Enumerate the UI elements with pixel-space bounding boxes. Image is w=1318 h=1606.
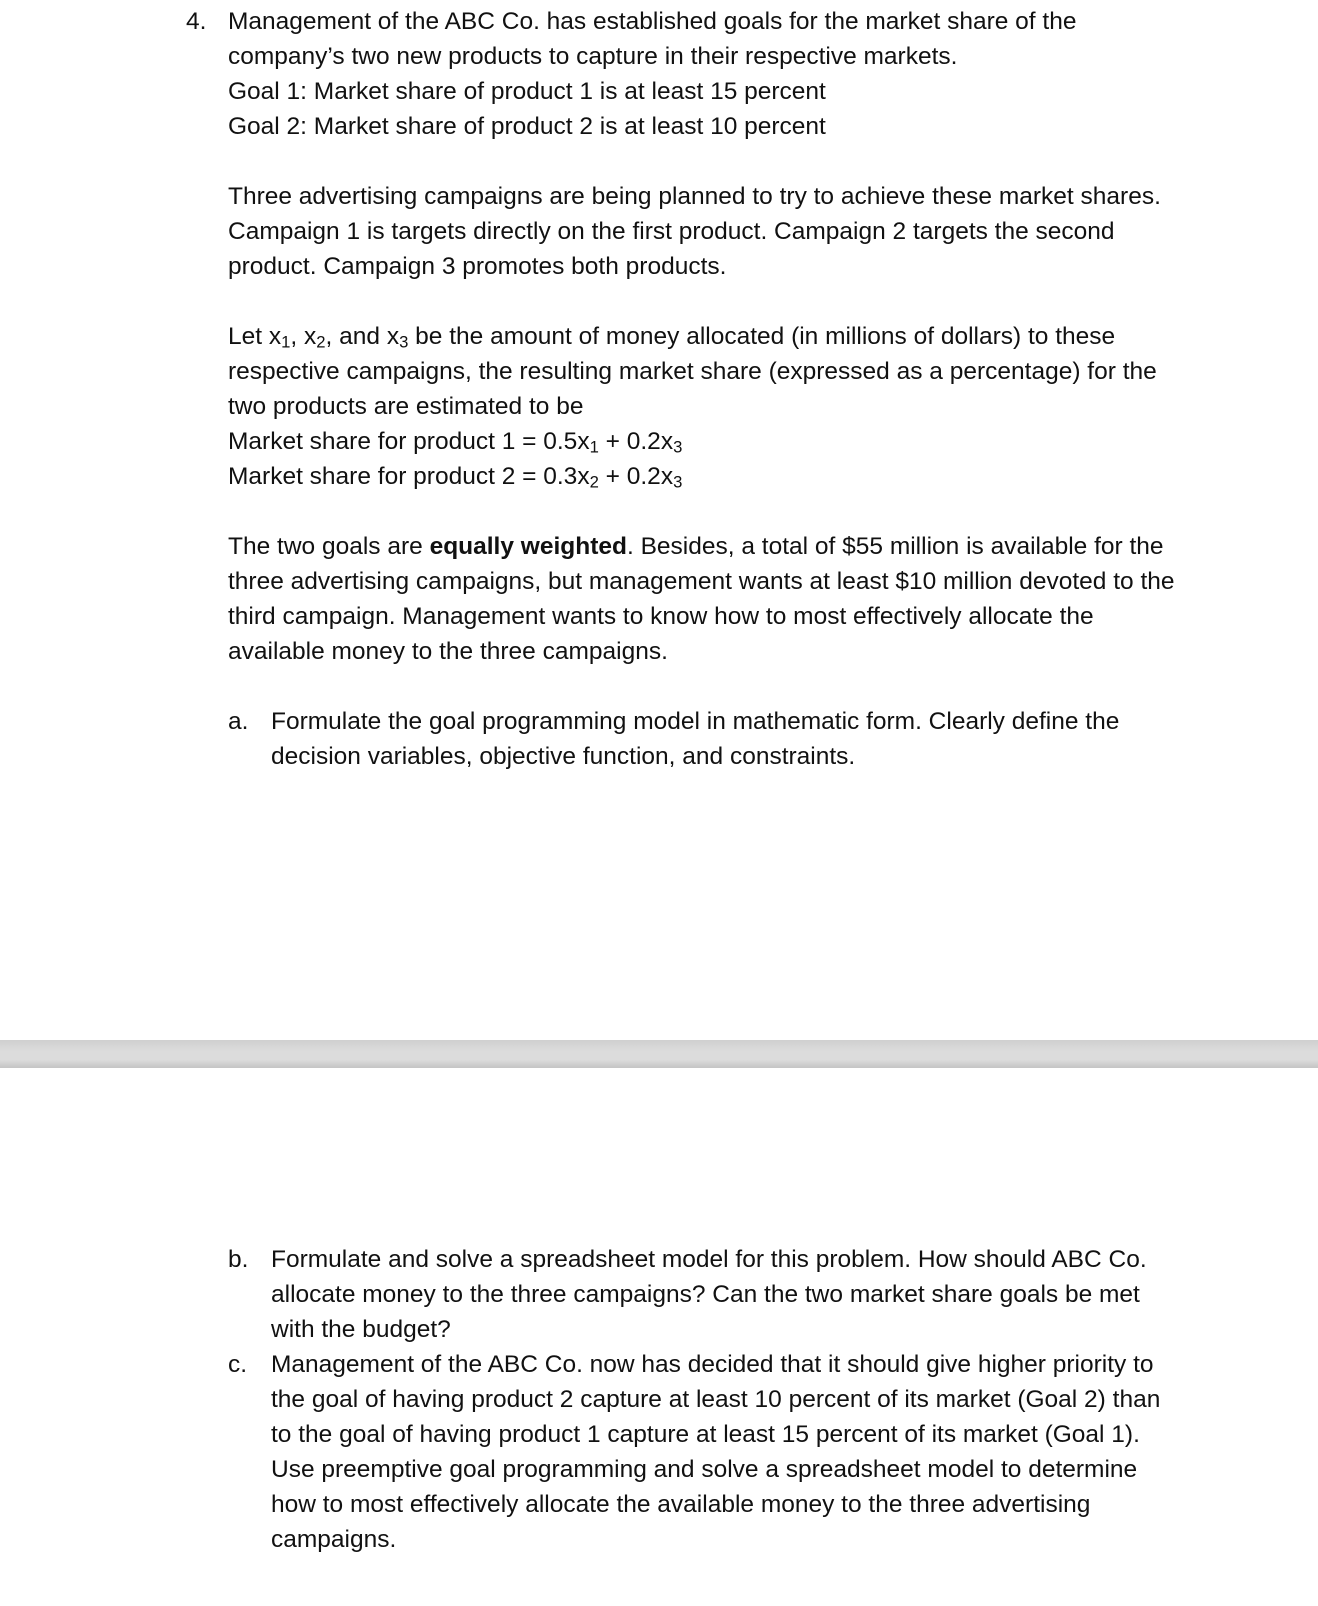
part-c <box>228 1347 1288 1557</box>
part-b-line: Formulate and solve a spreadsheet model for this problem. How should ABC Co. <box>271 1246 1147 1273</box>
part-c-marker: c. <box>228 1351 248 1378</box>
campaigns-line: Campaign 1 is targets directly on the first product. Campaign 2 targets the second <box>228 218 1115 245</box>
part-c-line: how to most effectively allocate the available money to the three advertising <box>271 1491 1091 1518</box>
formula-product-1: Market share for product $1 = 0.5x_1 + 0.2x_3$ <box>228 428 683 457</box>
formula-product-2: Market share for product $2 = 0.3x_2 + 0.2x_3$ <box>228 463 683 492</box>
budget-line: three advertising campaigns, but management wants at least $10 million devoted to the <box>228 568 1175 595</box>
part-a <box>228 704 1288 774</box>
page-separator <box>0 1040 1318 1068</box>
part-b-marker: b. <box>228 1246 249 1273</box>
part-c-line: campaigns. <box>271 1526 397 1553</box>
part-a-line: decision variables, objective function, and constraints. <box>271 743 856 770</box>
question-number: 4. <box>186 8 207 35</box>
goal-2: Goal 2: Market share of product 2 is at least 10 percent <box>228 113 826 140</box>
document-page-bottom <box>0 1068 1318 1606</box>
campaigns-line: Three advertising campaigns are being planned to try to achieve these market shares. <box>228 183 1161 210</box>
budget-line: third campaign. Management wants to know how to most effectively allocate the <box>228 603 1094 630</box>
part-a-marker: a. <box>228 708 249 735</box>
variables-line: two products are estimated to be <box>228 393 584 420</box>
question-body <box>228 4 1288 774</box>
campaigns-line: product. Campaign 3 promotes both products. <box>228 253 727 280</box>
budget-line: The two goals are equally weighted. Besides, a total of $55 million is available for the <box>228 533 1164 560</box>
goal-1: Goal 1: Market share of product 1 is at least 15 percent <box>228 78 826 105</box>
part-c-line: the goal of having product 2 capture at least 10 percent of its market (Goal 2) than <box>271 1386 1161 1413</box>
part-a-line: Formulate the goal programming model in mathematic form. Clearly define the <box>271 708 1120 735</box>
parts-list <box>228 1242 1288 1557</box>
part-b-line: allocate money to the three campaigns? Can the two market share goals be met <box>271 1281 1140 1308</box>
intro-line: company’s two new products to capture in their respective markets. <box>228 43 958 70</box>
emphasis-text: equally weighted <box>429 533 627 560</box>
part-c-line: Management of the ABC Co. now has decided that it should give higher priority to <box>271 1351 1154 1378</box>
part-c-line: to the goal of having product 1 capture at least 15 percent of its market (Goal 1). <box>271 1421 1140 1448</box>
intro-line: Management of the ABC Co. has established goals for the market share of the <box>228 8 1077 35</box>
budget-line: available money to the three campaigns. <box>228 638 668 665</box>
part-b <box>228 1242 1288 1347</box>
variables-line: Let $x_1$, $x_2$, and $x_3$ be the amount of money allocated (in millions of dollars) to these <box>228 323 1116 352</box>
part-c-line: Use preemptive goal programming and solve a spreadsheet model to determine <box>271 1456 1138 1483</box>
part-b-line: with the budget? <box>271 1316 451 1343</box>
variables-line: respective campaigns, the resulting market share (expressed as a percentage) for the <box>228 358 1157 385</box>
